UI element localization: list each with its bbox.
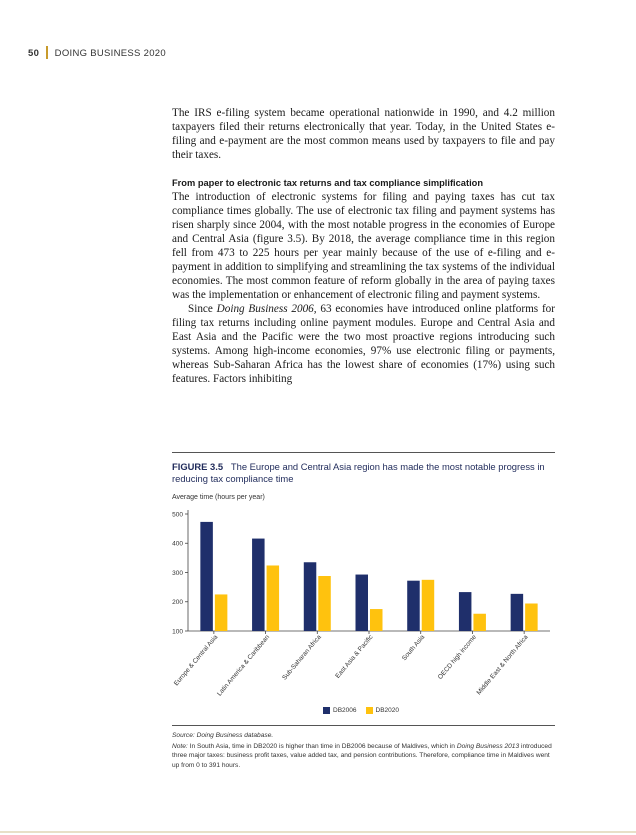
x-axis-labels <box>173 631 530 698</box>
paragraph-2: The introduction of electronic systems for filing and paying taxes has cut tax compliance times globally. The use of electronic tax filing and payment systems has risen sharply since 2004, with the most notable progress in the economies of Europe and Central Asia (figure 3.5). By 2018, the average compliance time in this region fell from 473 to 225 hours per year mainly because of the use of e-filing and e-payment in addition to simplifying and streamlining the tax systems of the individual economies. The most common feature of reform globally in the area of paying taxes was the implementation or enhancement of electronic filing and payment systems. <box>172 191 555 301</box>
y-tick-label: 100 <box>172 628 183 636</box>
bar-db2020-2 <box>318 576 331 631</box>
x-tick-label: Europe & Central Asia <box>172 633 220 688</box>
bar-db2006-4 <box>407 581 420 631</box>
y-tick-label: 300 <box>172 569 183 577</box>
bar-db2020-0 <box>215 594 228 631</box>
page-number: 50 <box>28 48 40 59</box>
bar-db2020-6 <box>525 604 538 631</box>
x-tick-label: Middle East & North Africa <box>475 633 530 697</box>
y-axis-label: Average time (hours per year) <box>172 494 265 501</box>
note-line <box>172 742 555 770</box>
y-tick-label: 500 <box>172 511 183 519</box>
header-divider <box>46 46 48 59</box>
bar-db2020-1 <box>267 565 280 631</box>
source-line <box>172 731 555 740</box>
figure-title-text: The Europe and Central Asia region has made the most notable progress in reducing tax compliance time <box>172 461 545 484</box>
figure-title <box>172 461 555 484</box>
figure-bottom-rule <box>172 725 555 726</box>
bar-db2006-5 <box>459 592 472 631</box>
x-tick-label: South Asia <box>400 633 427 663</box>
y-tick-label: 200 <box>172 599 183 607</box>
bar-db2006-0 <box>200 522 213 631</box>
note-text-2: introduced three major taxes: business profit taxes, value added tax, and pension contributions. Therefore, compliance time in Maldives went up from 0 to 391 hours. <box>172 743 552 769</box>
bar-db2006-2 <box>304 562 317 631</box>
p3-before: Since <box>188 303 217 315</box>
page-bottom-rule <box>0 831 636 833</box>
publication-title: DOING BUSINESS 2020 <box>54 48 166 59</box>
figure-label: FIGURE 3.5 <box>172 461 224 472</box>
figure-notes <box>172 731 555 772</box>
legend-swatch-db2006 <box>323 707 330 714</box>
body-text <box>172 106 555 386</box>
legend-db2006 <box>323 707 357 714</box>
paragraph-1: The IRS e-filing system became operational nationwide in 1990, and 4.2 million taxpayers filed their returns electronically that year. Today, in the United States e-filing and e-payment are the most common means used by taxpayers to file and pay their taxes. <box>172 107 555 161</box>
x-tick-label: OECD high income <box>436 633 478 681</box>
bar-db2006-1 <box>252 539 264 631</box>
bar-db2020-4 <box>422 580 435 631</box>
p3-italic: Doing Business 2006, <box>216 303 317 315</box>
source-text: Doing Business database. <box>196 732 274 739</box>
bar-db2020-3 <box>370 609 383 631</box>
note-italic: Doing Business 2013 <box>456 743 520 751</box>
page-header <box>28 46 166 59</box>
x-tick-label: East Asia & Pacific <box>334 633 375 680</box>
legend-label-db2006: DB2006 <box>333 707 357 714</box>
note-label: Note: <box>172 743 188 751</box>
bar-db2006-3 <box>356 575 369 631</box>
note-text-1: In South Asia, time in DB2020 is higher than time in DB2006 because of Maldives, which in <box>189 743 457 751</box>
paragraph-3 <box>172 302 555 386</box>
p3-after: 63 economies have introduced online platforms for filing tax returns including online payment modules. Europe and Central Asia and East Asia and the Pacific were the two most proactive regions introducing such systems. Among high-income economies, 97% use electronic filing or payments, whereas Sub-Saharan Africa has the lowest share of economies (17%) using such features. Factors inhibiting <box>172 303 555 385</box>
bar-db2006-6 <box>511 594 523 631</box>
legend-swatch-db2020 <box>366 707 373 714</box>
section-heading: From paper to electronic tax returns and tax compliance simplification <box>172 178 484 188</box>
bar-db2020-5 <box>473 614 486 631</box>
x-tick-label: Sub-Saharan Africa <box>281 633 323 682</box>
bar-chart <box>165 505 555 705</box>
legend <box>323 707 408 714</box>
legend-db2020 <box>366 707 400 714</box>
legend-label-db2020: DB2020 <box>375 707 399 714</box>
figure-top-rule <box>172 452 555 453</box>
source-label: Source: <box>172 732 195 739</box>
y-tick-label: 400 <box>172 540 183 548</box>
bars <box>200 522 537 631</box>
x-tick-label: Latin America & Caribbean <box>216 633 272 698</box>
